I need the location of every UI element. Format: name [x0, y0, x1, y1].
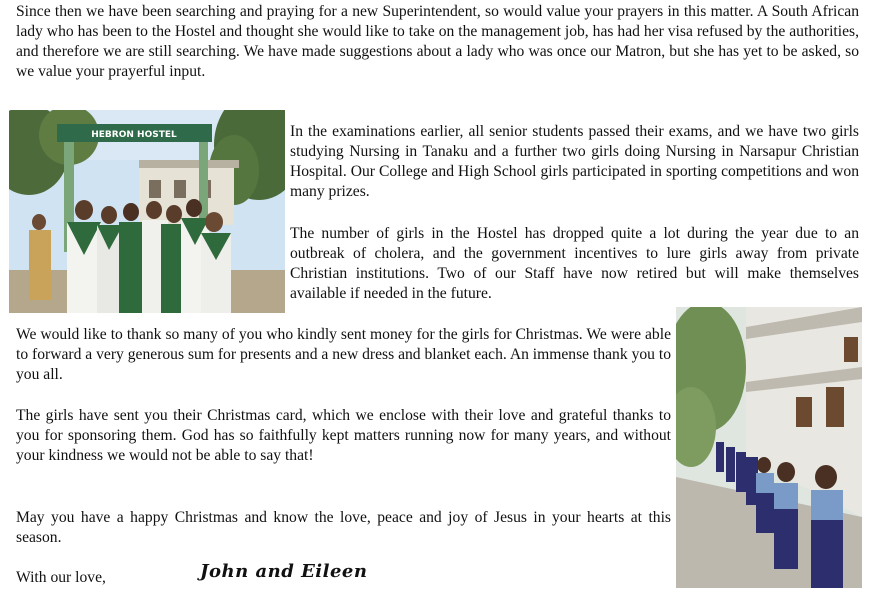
paragraph-christmas-thanks: We would like to thank so many of you who kindly sent money for the girls for Christmas. We were able to forward a very generous sum for presents and a new dress and blanket each. An immense thank you to you all. [16, 326, 671, 383]
paragraph-superintendent: Since then we have been searching and praying for a new Superintendent, so would value your prayers in this matter. A South African lady who has been to the Hostel and thought she would like to take on the management job, has had her visa refused by the authorities, and therefore we are still searching. We have made suggestions about a lady who was once our Matron, but she has yet to be asked, so we value your prayerful input. [16, 3, 859, 80]
hostel-girls-photo [9, 110, 285, 313]
paragraph-christmas-card: The girls have sent you their Christmas card, which we enclose with their love and grateful thanks to you for sponsoring them. God has so faithfully kept matters running now for many years, and without your kindness we would not be able to say that! [16, 407, 671, 464]
paragraph-blessing: May you have a happy Christmas and know the love, peace and joy of Jesus in your hearts at this season. [16, 509, 671, 546]
paragraph-examinations: In the examinations earlier, all senior students passed their exams, and we have two girls studying Nursing in Tanaku and a further two girls doing Nursing in Narsapur Christian Hospital. Our College and High School girls participated in sporting competitions and won many prizes. [290, 123, 859, 200]
signature: John and Eileen [200, 561, 368, 582]
hostel-sign-text: HEBRON HOSTEL [91, 130, 177, 140]
closing-line: With our love, [16, 569, 106, 586]
paragraph-hostel-numbers: The number of girls in the Hostel has dropped quite a lot during the year due to an outbreak of cholera, and the government incentives to lure girls away from private Christian institutions. Two of our Staff have now retired but will make themselves available if needed in the future. [290, 225, 859, 302]
girls-line-photo [676, 307, 862, 588]
